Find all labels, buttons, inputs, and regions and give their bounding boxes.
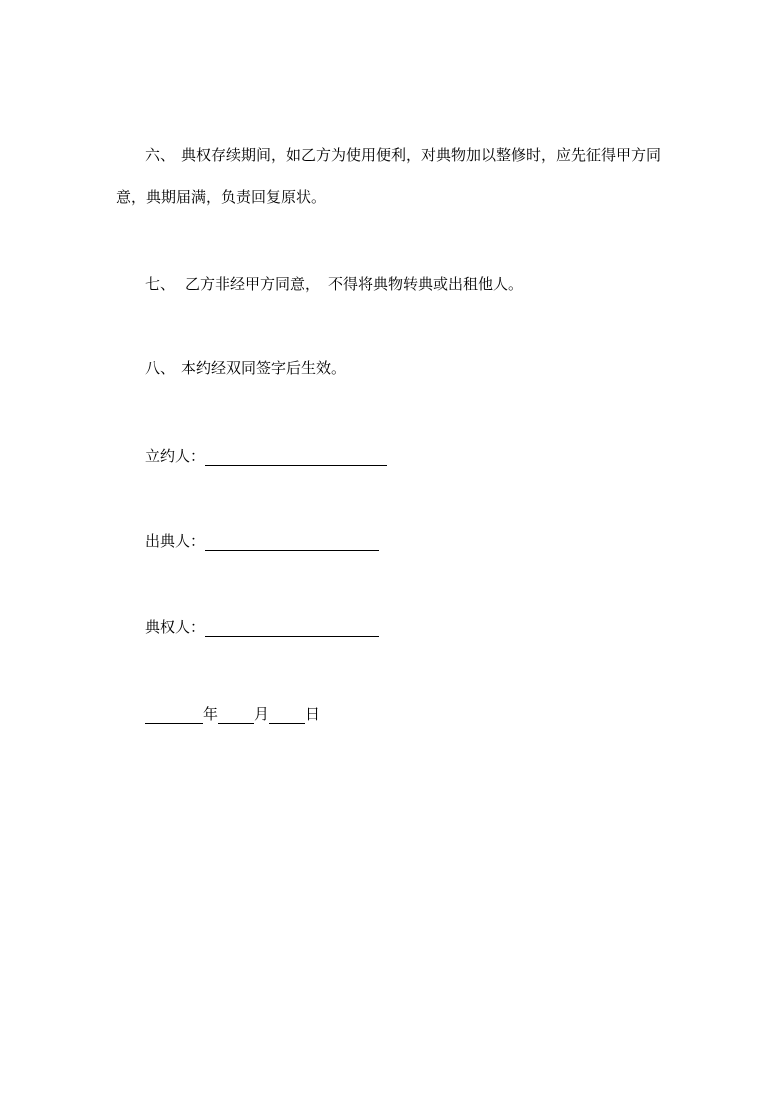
signature-pawner-line[interactable] xyxy=(205,533,379,551)
clause-seven-part2: 不得将典物转典或出租他人。 xyxy=(328,275,524,293)
signature-party xyxy=(145,446,387,466)
clause-eight-number: 八、 xyxy=(145,359,176,377)
date-row xyxy=(145,704,320,724)
clause-eight xyxy=(116,347,725,389)
clause-seven-part1: 乙方非经甲方同意， xyxy=(185,275,321,293)
clause-six-line2: 意，典期届满，负责回复原状。 xyxy=(116,188,327,206)
clause-six-text: 典权存续期间，如乙方为使用便利，对典物加以整修时，应先征得甲方同 xyxy=(181,146,662,164)
date-year-label: 年 xyxy=(203,705,219,723)
clause-six xyxy=(116,134,696,218)
signature-holder-line[interactable] xyxy=(205,619,379,637)
signature-holder-label: 典权人： xyxy=(145,618,206,636)
date-month-blank[interactable] xyxy=(218,707,254,724)
signature-party-label: 立约人： xyxy=(145,447,206,465)
clause-seven xyxy=(116,263,725,305)
signature-party-line[interactable] xyxy=(205,448,387,466)
signature-holder xyxy=(145,617,379,637)
date-year-blank[interactable] xyxy=(145,707,203,724)
clause-seven-number: 七、 xyxy=(145,275,176,293)
clause-eight-text: 本约经双同签字后生效。 xyxy=(181,359,347,377)
clause-six-line1 xyxy=(116,134,696,176)
date-day-blank[interactable] xyxy=(269,707,305,724)
clause-six-number: 六、 xyxy=(145,146,176,164)
signature-pawner-label: 出典人： xyxy=(145,532,206,550)
date-day-label: 日 xyxy=(305,705,321,723)
signature-pawner xyxy=(145,531,379,551)
date-month-label: 月 xyxy=(254,705,270,723)
